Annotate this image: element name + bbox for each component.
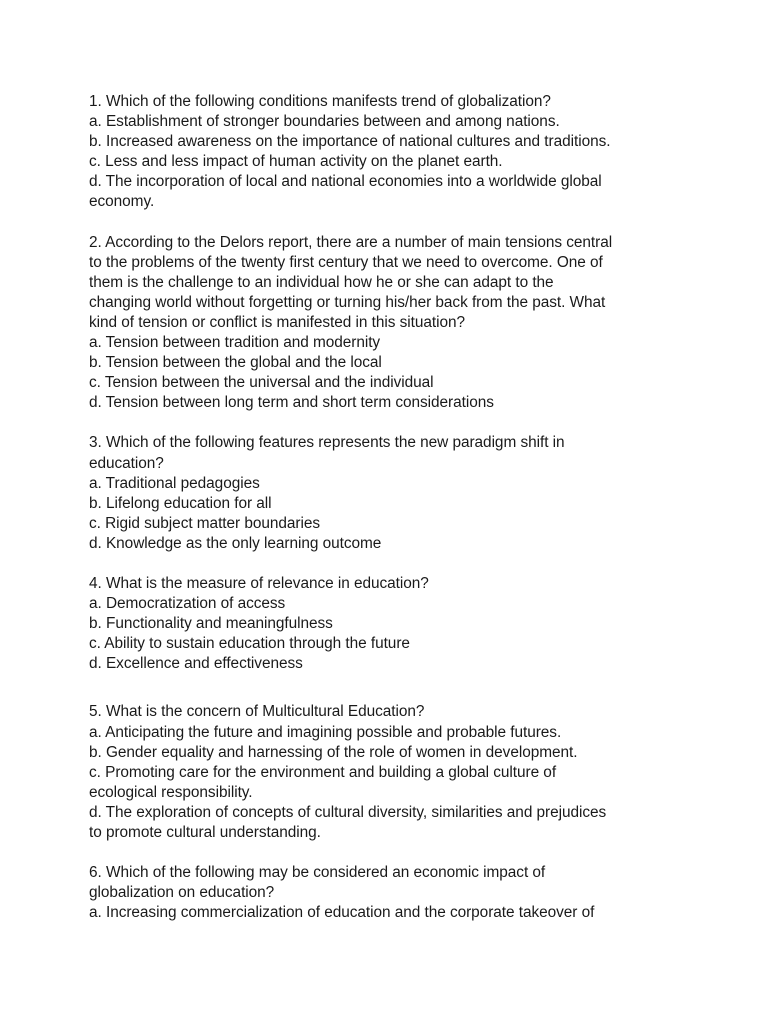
question-1-option-a: a. Establishment of stronger boundaries between and among nations. xyxy=(89,113,560,131)
question-1-option-c: c. Less and less impact of human activity on the planet earth. xyxy=(89,153,503,171)
question-3 xyxy=(89,433,689,554)
question-1-option-b: b. Increased awareness on the importance of national cultures and traditions. xyxy=(89,133,611,151)
question-5-option-d-cont: to promote cultural understanding. xyxy=(89,824,321,841)
question-2-stem-line: changing world without forgetting or turning his/her back from the past. What xyxy=(89,293,606,311)
question-6-option-a: a. Increasing commercialization of education and the corporate takeover of xyxy=(89,904,595,922)
document-page xyxy=(89,92,689,923)
question-2-option-a: a. Tension between tradition and modernity xyxy=(89,334,381,352)
question-5-option-a: a. Anticipating the future and imagining possible and probable futures. xyxy=(89,723,562,741)
question-4 xyxy=(89,574,689,674)
question-6-stem-line: globalization on education? xyxy=(89,884,275,902)
question-4-option-c: c. Ability to sustain education through the future xyxy=(89,635,410,653)
question-4-option-d: d. Excellence and effectiveness xyxy=(89,655,303,673)
question-3-stem-line: 3. Which of the following features represents the new paradigm shift in xyxy=(89,434,565,452)
question-2-stem-line: kind of tension or conflict is manifested in this situation? xyxy=(89,313,465,331)
question-1-stem-line: 1. Which of the following conditions manifests trend of globalization? xyxy=(89,93,551,110)
question-2-stem-line: to the problems of the twenty first century that we need to overcome. One of xyxy=(89,253,603,271)
question-5-option-c: c. Promoting care for the environment and building a global culture of xyxy=(89,763,557,781)
question-1 xyxy=(89,92,689,213)
question-3-option-b: b. Lifelong education for all xyxy=(89,494,272,512)
question-1-option-d: d. The incorporation of local and national economies into a worldwide global xyxy=(89,173,602,191)
question-5-stem-line: 5. What is the concern of Multicultural Education? xyxy=(89,703,425,721)
question-4-option-a: a. Democratization of access xyxy=(89,595,286,613)
question-5 xyxy=(89,702,689,843)
question-3-option-c: c. Rigid subject matter boundaries xyxy=(89,514,320,532)
question-3-option-d: d. Knowledge as the only learning outcome xyxy=(89,534,382,552)
question-2 xyxy=(89,233,689,414)
question-4-stem-line: 4. What is the measure of relevance in education? xyxy=(89,574,429,592)
question-2-option-d: d. Tension between long term and short term considerations xyxy=(89,394,494,412)
question-5-option-d: d. The exploration of concepts of cultural diversity, similarities and prejudices xyxy=(89,803,607,821)
question-1-option-d-cont: economy. xyxy=(89,193,155,211)
question-6-stem-line: 6. Which of the following may be considered an economic impact of xyxy=(89,864,546,882)
question-5-option-b: b. Gender equality and harnessing of the role of women in development. xyxy=(89,743,578,761)
question-6 xyxy=(89,863,689,923)
question-5-option-c-cont: ecological responsibility. xyxy=(89,783,253,801)
question-3-option-a: a. Traditional pedagogies xyxy=(89,474,260,492)
question-4-option-b: b. Functionality and meaningfulness xyxy=(89,615,333,633)
question-2-stem-line: them is the challenge to an individual how he or she can adapt to the xyxy=(89,273,554,291)
question-2-option-c: c. Tension between the universal and the individual xyxy=(89,374,434,392)
question-2-option-b: b. Tension between the global and the local xyxy=(89,354,382,372)
question-3-stem-line: education? xyxy=(89,454,164,472)
question-2-stem-line: 2. According to the Delors report, there are a number of main tensions central xyxy=(89,233,613,251)
